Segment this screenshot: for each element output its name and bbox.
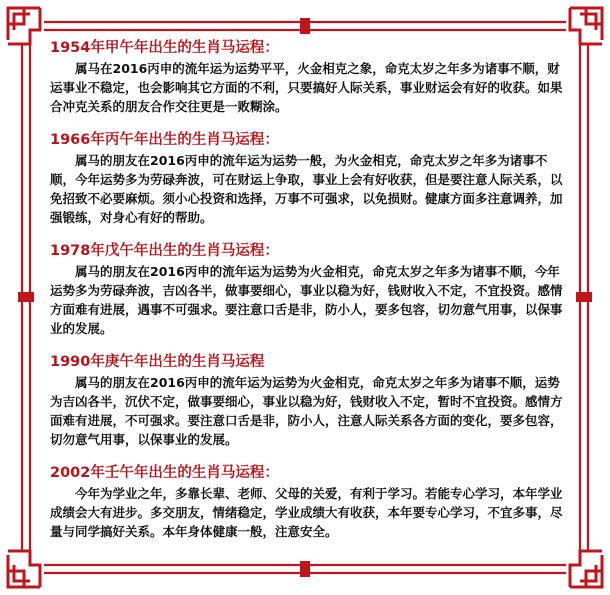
section-1966	[50, 130, 570, 227]
section-1990	[50, 352, 570, 449]
section-body: 属马的朋友在2016丙申的流年运为运势为火金相克，命克太岁之年多为诸事不顺，今年运势多为劳碌奔波，吉凶各半，做事要细心，事业以稳为好，钱财收入不定，不宜投资。感情方面难有进展，遇事不可强求。要注意口舌是非，防小人，要多包容，切勿意气用事，以保事业的发展。	[50, 264, 563, 336]
section-1978	[50, 241, 570, 338]
section-body: 属马的朋友在2016丙申的流年运为运势为火金相克，命克太岁之年多为诸事不顺，运势为吉凶各半，沉伏不定，做事要细心，事业以稳为好，钱财收入不定，暂时不宜投资。感情方面难有进展，不可强求。要注意口舌是非，防小人，注意人际关系各方面的变化，要多包容，切勿意气用事，以保事业的发展。	[50, 375, 563, 447]
section-body: 属马在2016丙申的流年运为运势平平，火金相克之象，命克太岁之年多为诸事不顺，财运事业不稳定，也会影响其它方面的不利，只要搞好人际关系，事业财运会有好的收获。如果合冲克关系的朋友合作交往更是一败糊涂。	[50, 61, 563, 114]
section-title: 1990年庚午年出生的生肖马运程	[50, 354, 265, 370]
section-title: 1954年甲午年出生的生肖马运程：	[50, 40, 279, 56]
content-area	[50, 38, 570, 541]
section-body: 属马的朋友在2016丙申的流年运为运势一般，为火金相克，命克太岁之年多为诸事不顺，今年运势多为劳碌奔波，可在财运上争取，事业上会有好收获，但是要注意人际关系，以免招致不必要麻烦。须小心投资和选择，万事不可强求，以免损财。健康方面多注意调养，加强锻练，对身心有好的帮助。	[50, 153, 563, 225]
section-1954	[50, 38, 570, 116]
section-title: 1978年戊午年出生的生肖马运程：	[50, 243, 279, 259]
section-title: 1966年丙午年出生的生肖马运程：	[50, 132, 279, 148]
section-title: 2002年壬午年出生的生肖马运程：	[50, 465, 279, 481]
section-body: 今年为学业之年，多靠长辈、老师、父母的关爱，有利于学习。若能专心学习，本年学业成绩会大有进步。多交朋友，情绪稳定，学业成绩大有收获，本年要专心学习，不宜多事，尽量与同学搞好关系。本年身体健康一般，注意安全。	[50, 486, 563, 539]
section-2002	[50, 463, 570, 541]
